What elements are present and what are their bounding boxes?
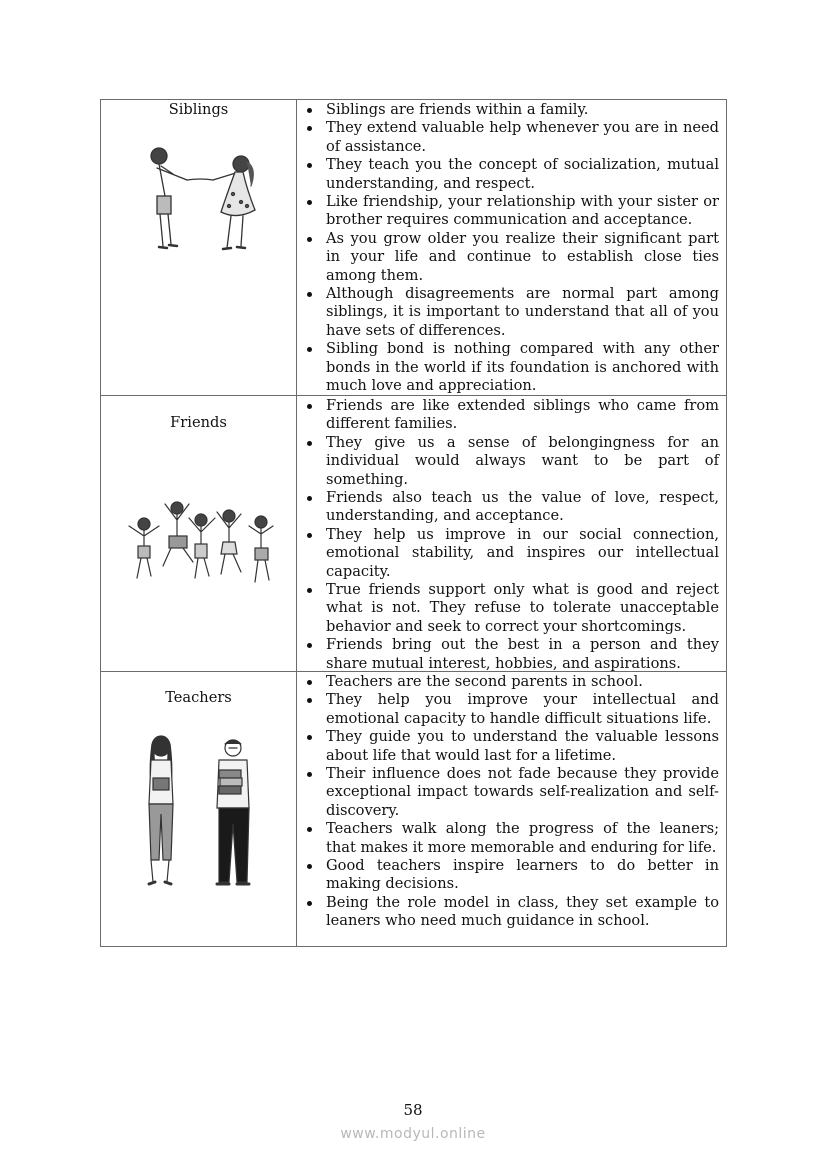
list-item: Sibling bond is nothing compared with any other bonds in the world if its foundation is anchored with much love and appreciation.	[299, 340, 719, 395]
list-item: They guide you to understand the valuable lessons about life that would last for a lifetime.	[299, 728, 719, 765]
table-row-siblings	[101, 100, 726, 395]
list-item: They extend valuable help whenever you are in need of assistance.	[299, 119, 719, 156]
list-item: Teachers walk along the progress of the leaners; that makes it more memorable and enduring for life.	[299, 820, 719, 857]
page-number: 58	[403, 1101, 423, 1119]
teachers-illustration	[139, 734, 264, 892]
list-item: Good teachers inspire learners to do better in making decisions.	[299, 857, 719, 894]
row-label-friends: Friends	[170, 414, 227, 431]
watermark-text: www.modyul.online	[340, 1126, 486, 1142]
teachers-bullet-list	[299, 673, 719, 931]
row-label-siblings: Siblings	[168, 101, 229, 118]
list-item: They give us a sense of belongingness for an individual would always want to be part of something.	[299, 434, 719, 489]
row-label-teachers: Teachers	[165, 689, 232, 706]
siblings-bullet-list	[299, 101, 719, 396]
list-item: Although disagreements are normal part among siblings, it is important to understand that all of you have sets of differences.	[299, 285, 719, 340]
content-table	[100, 99, 727, 947]
table-row-teachers	[101, 671, 726, 946]
list-item: As you grow older you realize their significant part in your life and continue to establish close ties among them.	[299, 230, 719, 285]
list-item: Like friendship, your relationship with your sister or brother requires communication and acceptance.	[299, 193, 719, 230]
list-item: Friends bring out the best in a person and they share mutual interest, hobbies, and aspirations.	[299, 636, 719, 673]
friends-bullet-list	[299, 397, 719, 673]
list-item: Friends are like extended siblings who came from different families.	[299, 397, 719, 434]
friends-illustration	[119, 496, 284, 606]
list-item: They help you improve your intellectual and emotional capacity to handle difficult situations life.	[299, 691, 719, 728]
table-row-friends	[101, 395, 726, 671]
list-item: Siblings are friends within a family.	[299, 101, 719, 119]
siblings-illustration	[143, 144, 263, 264]
list-item: True friends support only what is good and reject what is not. They refuse to tolerate unacceptable behavior and seek to correct your shortcomings.	[299, 581, 719, 636]
list-item: They help us improve in our social connection, emotional stability, and inspires our intellectual capacity.	[299, 526, 719, 581]
list-item: Friends also teach us the value of love, respect, understanding, and acceptance.	[299, 489, 719, 526]
list-item: Their influence does not fade because they provide exceptional impact towards self-realization and self-discovery.	[299, 765, 719, 820]
list-item: They teach you the concept of socialization, mutual understanding, and respect.	[299, 156, 719, 193]
list-item: Being the role model in class, they set example to leaners who need much guidance in school.	[299, 894, 719, 931]
list-item: Teachers are the second parents in school.	[299, 673, 719, 691]
